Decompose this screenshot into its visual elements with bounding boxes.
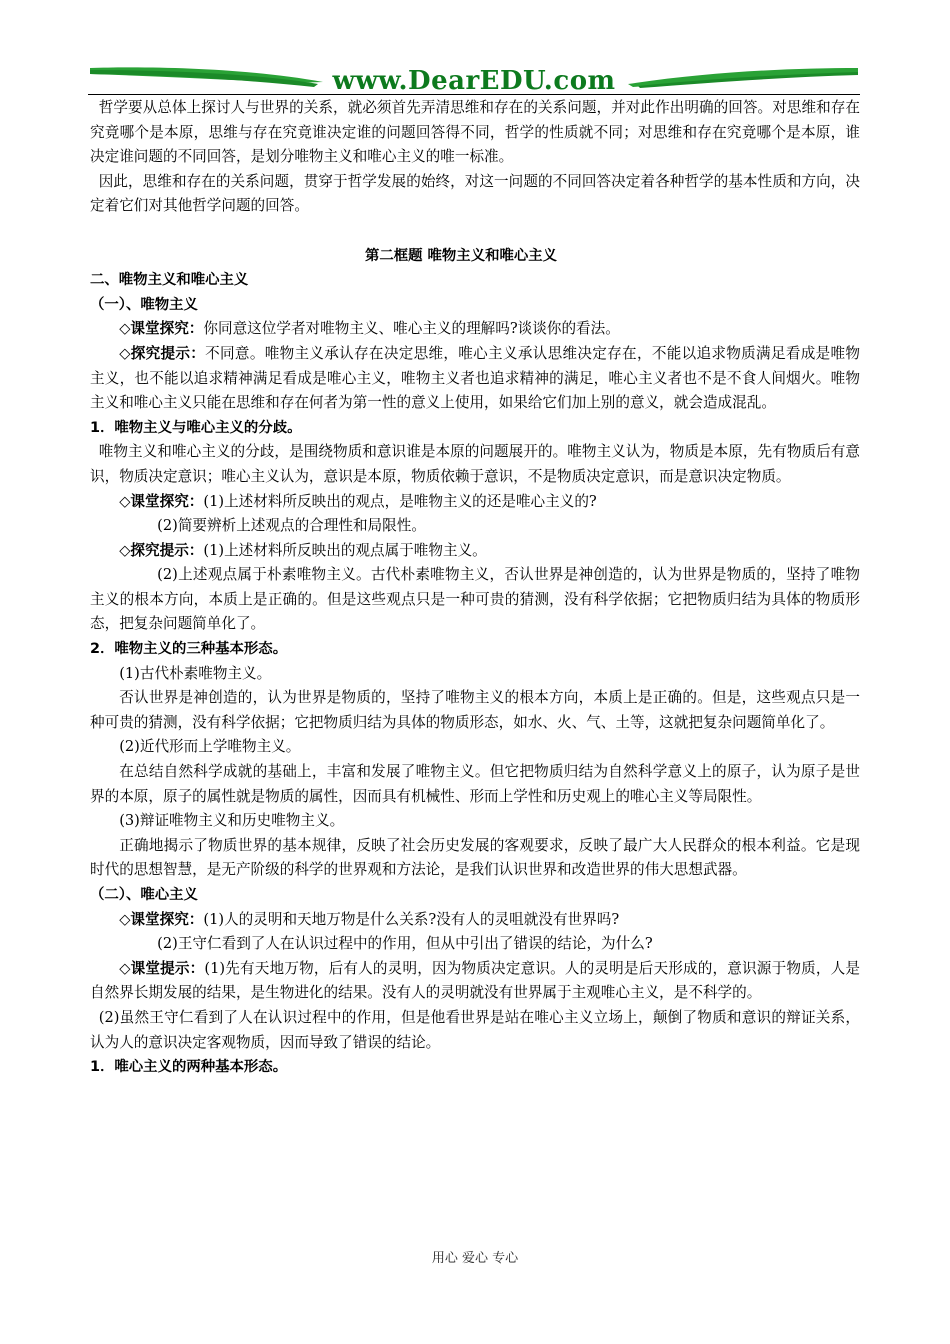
header-divider bbox=[88, 94, 860, 95]
point-2-title: 2．唯物主义的三种基本形态。 bbox=[90, 641, 288, 658]
inquiry-question-2 bbox=[90, 490, 860, 515]
inquiry-hint-3 bbox=[90, 957, 860, 1006]
hint-a2: (2)虽然王守仁看到了人在认识过程中的作用，但是他看世界是站在唯心主义立场上，颠倒了物质和意识的辩证关系，认为人的意识决定客观物质，因而导致了错误的结论。 bbox=[90, 1008, 860, 1051]
inquiry-hint-1 bbox=[90, 342, 860, 416]
hint-label: ◇探究提示： bbox=[119, 541, 204, 559]
inquiry-hint-2 bbox=[90, 539, 860, 564]
inquiry-question-1 bbox=[90, 317, 860, 342]
hint-text: 不同意。唯物主义承认存在决定思维，唯心主义承认思维决定存在，不能以追求物质满足看成是唯物主义，也不能以追求精神满足看成是唯心主义，唯物主义者也追求精神的满足，唯心主义者也不是不食人间烟火。唯物主义和唯心主义只能在思维和存在何者为第一性的意义上使用，如果给它们加上别的意义，就会造成混乱。 bbox=[90, 344, 860, 412]
page-footer: 用心 爱心 专心 bbox=[431, 1251, 519, 1266]
inquiry-q1: (1)上述材料所反映出的观点，是唯物主义的还是唯心主义的? bbox=[203, 492, 597, 510]
form-2-title: (2)近代形而上学唯物主义。 bbox=[119, 738, 301, 756]
hint-a2: (2)上述观点属于朴素唯物主义。古代朴素唯物主义，否认世界是神创造的，认为世界是物质的，坚持了唯物主义的根本方向，本质上是正确的。但是这些观点只是一种可贵的猜测，没有科学依据；它把物质归结为具体的物质形态，把复杂问题简单化了。 bbox=[90, 566, 860, 633]
inquiry-q2: (2)王守仁看到了人在认识过程中的作用，但从中引出了错误的结论，为什么? bbox=[157, 935, 653, 953]
document-body bbox=[90, 96, 860, 1080]
form-2-text: 在总结自然科学成就的基础上，丰富和发展了唯物主义。但它把物质归结为自然科学意义上的原子，认为原子是世界的本原，原子的属性就是物质的属性，因而具有机械性、形而上学性和历史观上的唯心主义等局限性。 bbox=[90, 763, 860, 805]
form-1-text: 否认世界是神创造的，认为世界是物质的，坚持了唯物主义的根本方向，本质上是正确的。但是，这些观点只是一种可贵的猜测，没有科学依据；它把物质归结为具体的物质形态，如水、火、气、土等，这就把复杂问题简单化了。 bbox=[90, 689, 860, 731]
subheading-idealism: （二）、唯心主义 bbox=[90, 887, 198, 903]
point-1-title: 1．唯物主义与唯心主义的分歧。 bbox=[90, 419, 302, 436]
intro-paragraph-2: 因此，思维和存在的关系问题，贯穿于哲学发展的始终，对这一问题的不同回答决定着各种哲学的基本性质和方向，决定着它们对其他哲学问题的回答。 bbox=[90, 172, 860, 215]
hint-a1: (1)先有天地万物，后有人的灵明，因为物质决定意识。人的灵明是后天形成的，意识源于物质，人是自然界长期发展的结果，是生物进化的结果。没有人的灵明就没有世界属于主观唯心主义，是不科学的。 bbox=[90, 959, 860, 1002]
form-1-title: (1)古代朴素唯物主义。 bbox=[119, 664, 272, 682]
site-logo[interactable]: www.DearEDU.com bbox=[332, 66, 616, 96]
inquiry-q1: (1)人的灵明和天地万物是什么关系?没有人的灵咀就没有世界吗? bbox=[203, 910, 620, 928]
hint-label: ◇课堂提示： bbox=[119, 959, 205, 977]
inquiry-label: ◇课堂探究： bbox=[119, 910, 204, 928]
inquiry-label: ◇课堂探究： bbox=[119, 492, 204, 510]
form-3-text: 正确地揭示了物质世界的基本规律，反映了社会历史发展的客观要求，反映了最广大人民群众的根本利益。它是现时代的思想智慧，是无产阶级的科学的世界观和方法论，是我们认识世界和改造世界的伟大思想武器。 bbox=[90, 836, 860, 879]
inquiry-text: 你同意这位学者对唯物主义、唯心主义的理解吗?谈谈你的看法。 bbox=[203, 320, 620, 338]
inquiry-question-3 bbox=[90, 908, 860, 933]
point-1-text: 唯物主义和唯心主义的分歧，是围绕物质和意识谁是本原的问题展开的。唯物主义认为，物质是本原，先有物质后有意识，物质决定意识；唯心主义认为，意识是本原，物质依赖于意识，不是物质决定意识，而是意识决定物质。 bbox=[90, 443, 860, 485]
intro-paragraph-1: 哲学要从总体上探讨人与世界的关系，就必须首先弄清思维和存在的关系问题，并对此作出明确的回答。对思维和存在究竟哪个是本原，思维与存在究竟谁决定谁的问题回答得不同，哲学的性质就不同；对思维和存在究竟哪个是本原，谁决定谁问题的不同回答，是划分唯物主义和唯心主义的唯一标准。 bbox=[90, 99, 860, 166]
inquiry-label: ◇课堂探究： bbox=[119, 320, 204, 338]
hint-label: ◇探究提示： bbox=[119, 344, 206, 362]
form-3-title: (3)辩证唯物主义和历史唯物主义。 bbox=[119, 812, 345, 830]
section-title: 第二框题 唯物主义和唯心主义 bbox=[364, 247, 558, 264]
inquiry-q2: (2)简要辨析上述观点的合理性和局限性。 bbox=[157, 517, 426, 535]
subheading-materialism: （一）、唯物主义 bbox=[90, 296, 198, 313]
point-3-title: 1．唯心主义的两种基本形态。 bbox=[90, 1059, 288, 1076]
hint-a1: (1)上述材料所反映出的观点属于唯物主义。 bbox=[203, 541, 487, 559]
heading-2: 二、唯物主义和唯心主义 bbox=[90, 272, 249, 289]
